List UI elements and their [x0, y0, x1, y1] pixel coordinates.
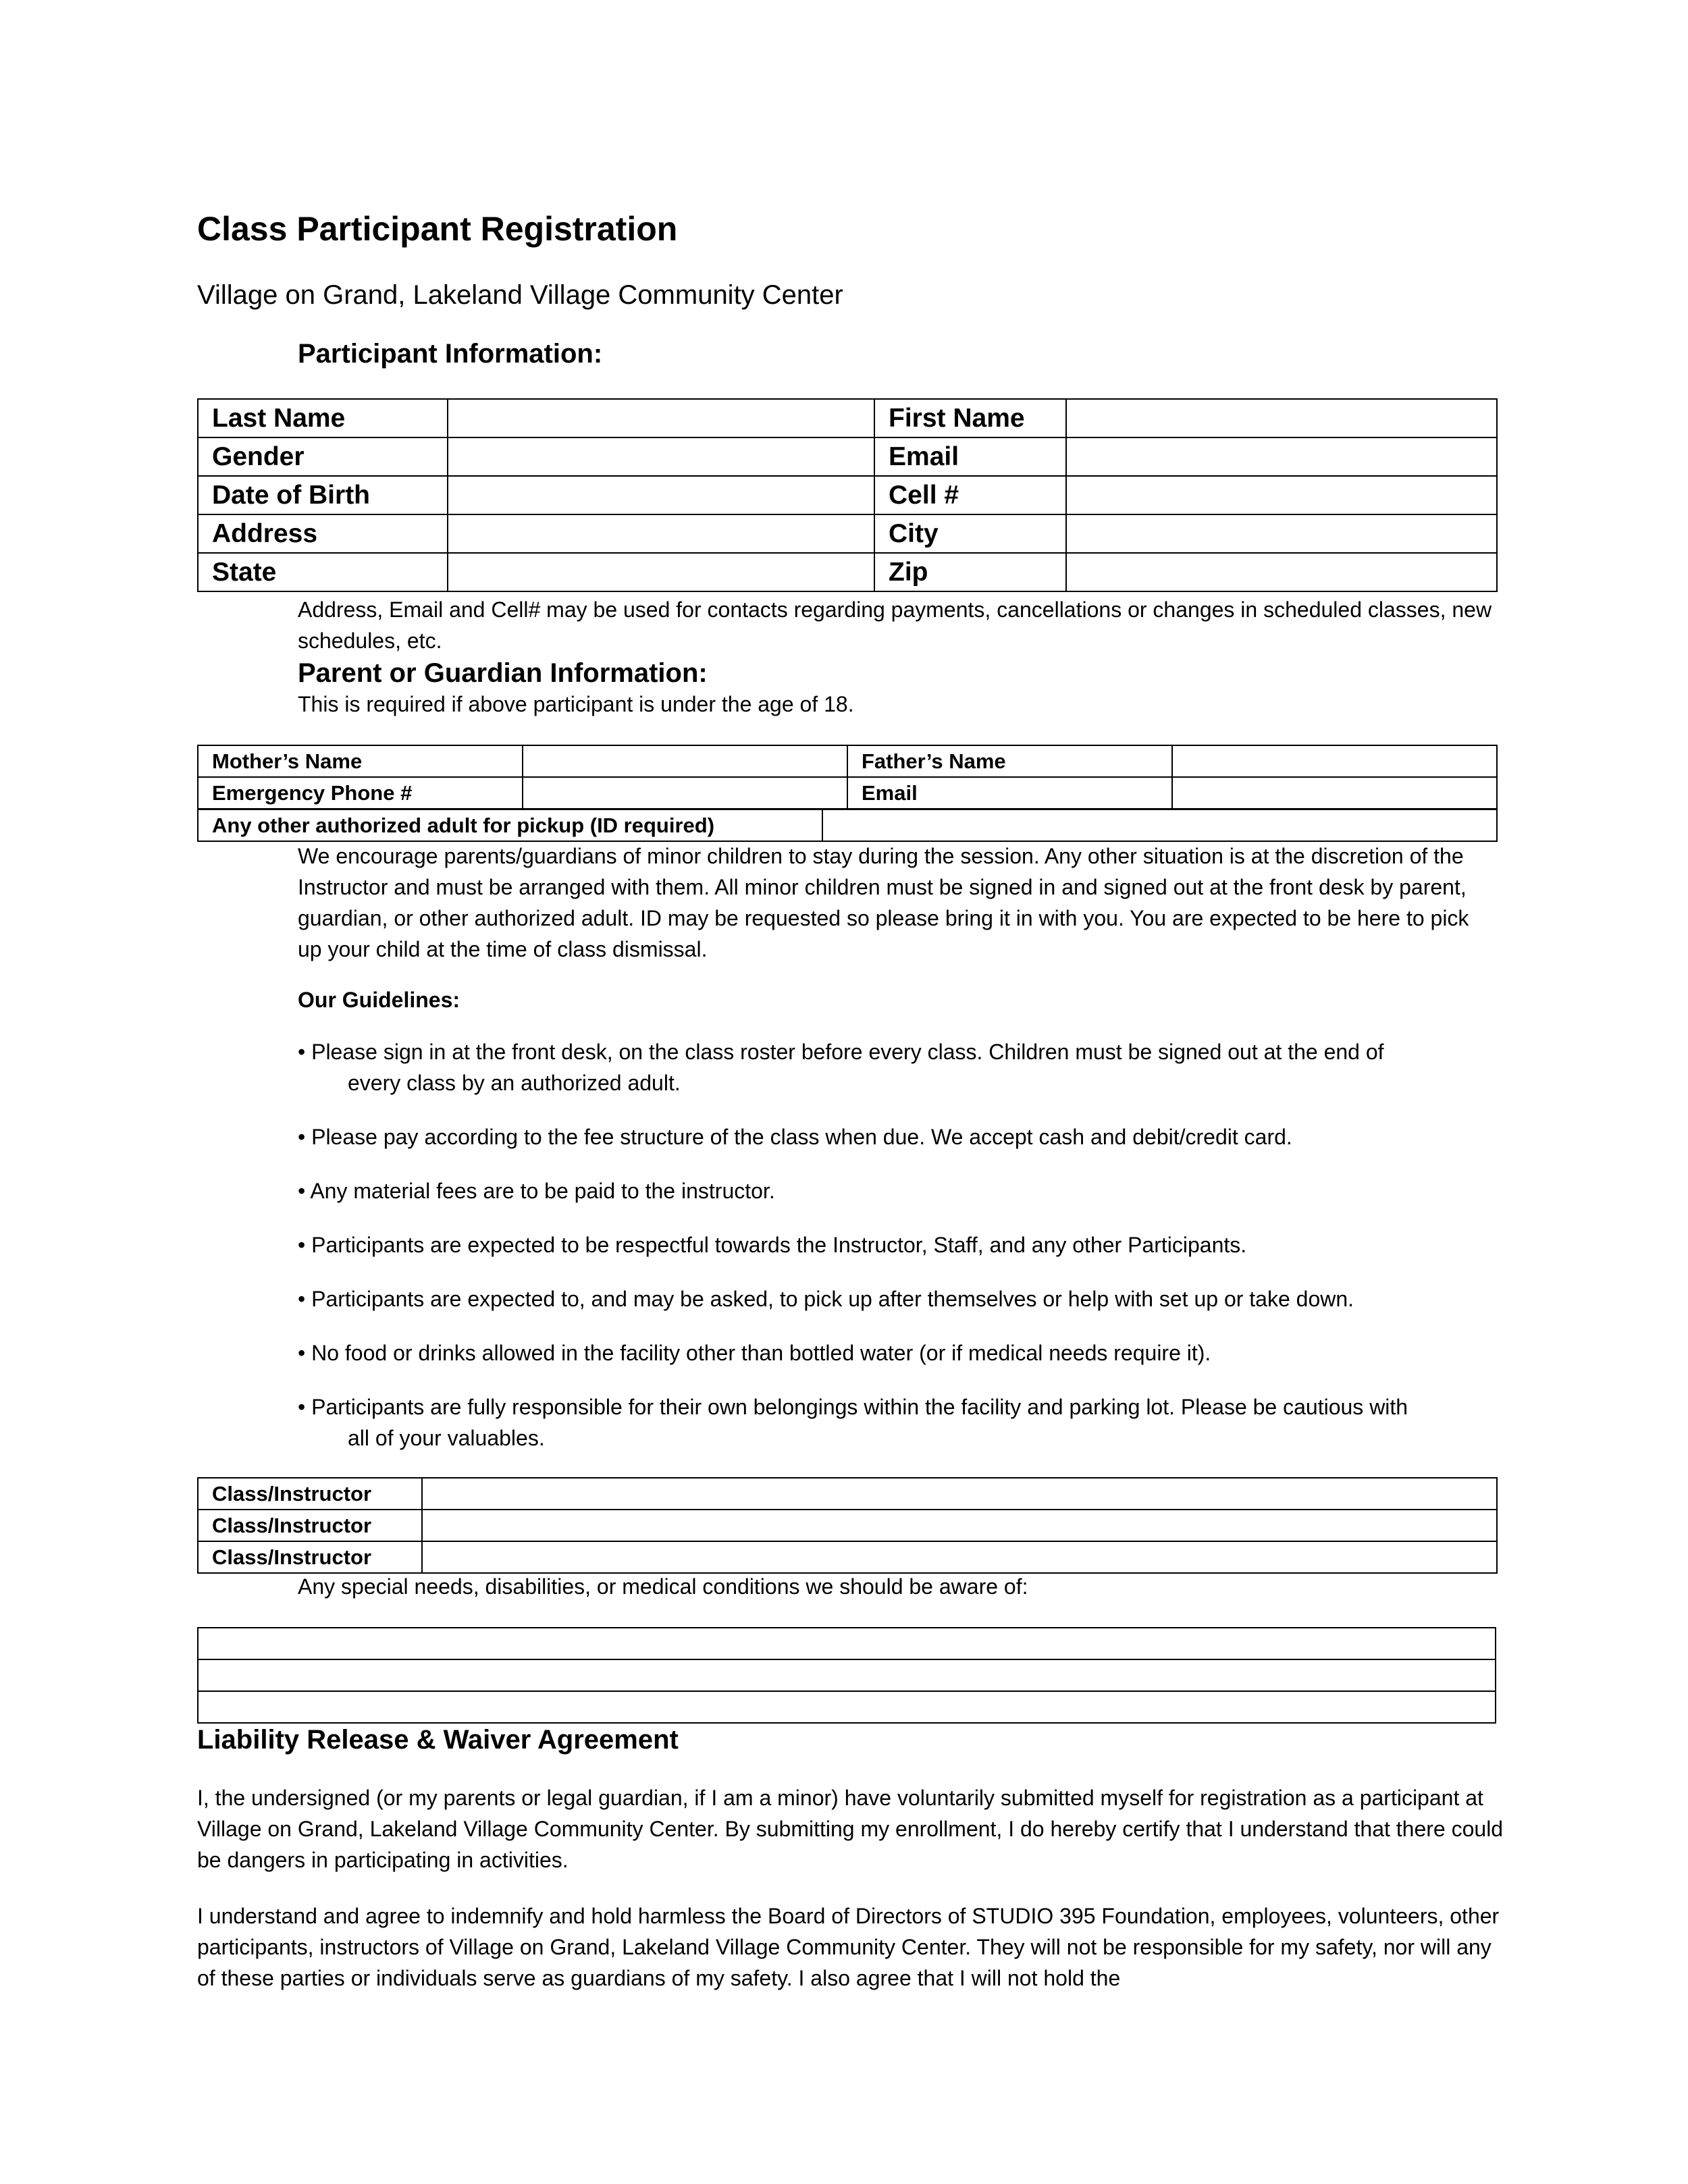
last-name-field[interactable]: [448, 399, 874, 437]
table-row: [198, 745, 1497, 777]
bullet-icon: •: [298, 1125, 306, 1149]
bullet-icon: •: [298, 1287, 306, 1311]
guideline-text: Participants are expected to, and may be asked, to pick up after themselves or help with set up or take down.: [311, 1287, 1354, 1311]
field-label: Last Name: [198, 399, 448, 437]
address-field[interactable]: [448, 514, 874, 553]
table-row: [198, 553, 1497, 591]
gender-field[interactable]: [448, 437, 874, 476]
guideline-text: Please sign in at the front desk, on the class roster before every class. Children must be signed out at the end of: [311, 1040, 1384, 1064]
table-row: [198, 399, 1497, 437]
field-label: City: [874, 514, 1066, 553]
field-label: Class/Instructor: [198, 1510, 422, 1541]
special-needs-table: [197, 1627, 1496, 1724]
field-label: Address: [198, 514, 448, 553]
guideline-text: Participants are fully responsible for their own belongings within the facility and parking lot. Please be cautious with: [311, 1395, 1408, 1419]
special-needs-label: Any special needs, disabilities, or medical conditions we should be aware of:: [298, 1574, 1028, 1599]
email-field[interactable]: [1066, 437, 1497, 476]
field-label: Email: [847, 777, 1172, 809]
field-label: Class/Instructor: [198, 1478, 422, 1510]
field-label: Emergency Phone #: [198, 777, 523, 809]
special-needs-field[interactable]: [198, 1691, 1496, 1723]
special-needs-field[interactable]: [198, 1628, 1496, 1659]
date-of-birth-field[interactable]: [448, 476, 874, 514]
field-label: Father’s Name: [847, 745, 1172, 777]
field-label: State: [198, 553, 448, 591]
table-row: [198, 1541, 1497, 1573]
bullet-icon: •: [298, 1233, 306, 1257]
guardian-email-field[interactable]: [1172, 777, 1497, 809]
state-field[interactable]: [448, 553, 874, 591]
waiver-heading: Liability Release & Waiver Agreement: [197, 1725, 679, 1755]
class-instructor-field[interactable]: [422, 1541, 1497, 1573]
list-item: [298, 1036, 1500, 1098]
field-label: Class/Instructor: [198, 1541, 422, 1573]
table-row: [198, 1659, 1496, 1691]
table-row: [198, 1510, 1497, 1541]
guideline-text: Please pay according to the fee structure of the class when due. We accept cash and debit/credit card.: [311, 1125, 1292, 1149]
pickup-table: [197, 809, 1498, 842]
table-row: [198, 777, 1497, 809]
field-label: Email: [874, 437, 1066, 476]
field-label: First Name: [874, 399, 1066, 437]
bullet-icon: •: [298, 1395, 306, 1419]
list-item: [298, 1391, 1500, 1454]
emergency-phone-field[interactable]: [523, 777, 847, 809]
field-label: Any other authorized adult for pickup (ID required): [198, 809, 822, 841]
contact-note: Address, Email and Cell# may be used for contacts regarding payments, cancellations or changes in scheduled classes, new schedules, etc.: [298, 597, 1492, 653]
participant-table: [197, 398, 1498, 592]
authorized-adult-field[interactable]: [822, 809, 1497, 841]
table-row: [198, 1478, 1497, 1510]
city-field[interactable]: [1066, 514, 1497, 553]
guideline-text-cont: every class by an authorized adult.: [348, 1071, 681, 1095]
fathers-name-field[interactable]: [1172, 745, 1497, 777]
guardian-paragraph: We encourage parents/guardians of minor children to stay during the session. Any other situation is at the discretion of the Instructor and must be arranged with them. All minor children must be signed in and signed out at the front desk by parent, guardian, or other authorized adult. ID may be requested so please bring it in with you. You are expected to be here to pick up your child at the time of class dismissal.: [298, 844, 1469, 961]
first-name-field[interactable]: [1066, 399, 1497, 437]
list-item: [298, 1121, 1500, 1152]
special-needs-field[interactable]: [198, 1659, 1496, 1691]
class-instructor-field[interactable]: [422, 1478, 1497, 1510]
list-item: [298, 1337, 1500, 1368]
list-item: [298, 1229, 1500, 1260]
field-label: Mother’s Name: [198, 745, 523, 777]
class-table: [197, 1477, 1498, 1574]
table-row: [198, 437, 1497, 476]
bullet-icon: •: [298, 1040, 306, 1064]
page-title: Class Participant Registration: [197, 210, 678, 248]
mothers-name-field[interactable]: [523, 745, 847, 777]
guidelines-heading: Our Guidelines:: [298, 988, 460, 1012]
page-subtitle: Village on Grand, Lakeland Village Community Center: [197, 280, 843, 310]
guideline-text-cont: all of your valuables.: [348, 1426, 545, 1450]
participant-heading: Participant Information:: [298, 339, 603, 369]
guideline-text: No food or drinks allowed in the facility other than bottled water (or if medical needs require it).: [311, 1341, 1211, 1365]
table-row: [198, 1691, 1496, 1723]
guardian-table: [197, 745, 1498, 809]
bullet-icon: •: [298, 1341, 306, 1365]
guideline-text: Participants are expected to be respectful towards the Instructor, Staff, and any other Participants.: [311, 1233, 1247, 1257]
class-instructor-field[interactable]: [422, 1510, 1497, 1541]
zip-field[interactable]: [1066, 553, 1497, 591]
guardian-note: This is required if above participant is under the age of 18.: [298, 692, 854, 716]
bullet-icon: •: [298, 1179, 306, 1203]
field-label: Cell #: [874, 476, 1066, 514]
table-row: [198, 514, 1497, 553]
table-row: [198, 1628, 1496, 1659]
table-row: [198, 476, 1497, 514]
list-item: [298, 1283, 1500, 1314]
table-row: [198, 809, 1497, 841]
field-label: Date of Birth: [198, 476, 448, 514]
guideline-text: Any material fees are to be paid to the instructor.: [310, 1179, 775, 1203]
field-label: Gender: [198, 437, 448, 476]
list-item: [298, 1175, 1500, 1206]
waiver-paragraph-2: I understand and agree to indemnify and hold harmless the Board of Directors of STUDIO 395 Foundation, employees, volunteers, other participants, instructors of Village on Grand, Lakeland Village Community Center. They will not be responsible for my safety, nor will any of these parties or individuals serve as guardians of my safety. I also agree that I will not hold the: [197, 1904, 1500, 1990]
cell-field[interactable]: [1066, 476, 1497, 514]
guardian-heading: Parent or Guardian Information:: [298, 658, 708, 688]
field-label: Zip: [874, 553, 1066, 591]
waiver-paragraph-1: I, the undersigned (or my parents or legal guardian, if I am a minor) have voluntarily submitted myself for registration as a participant at Village on Grand, Lakeland Village Community Center. By submitting my enrollment, I do hereby certify that I understand that there could be dangers in participating in activities.: [197, 1786, 1504, 1872]
